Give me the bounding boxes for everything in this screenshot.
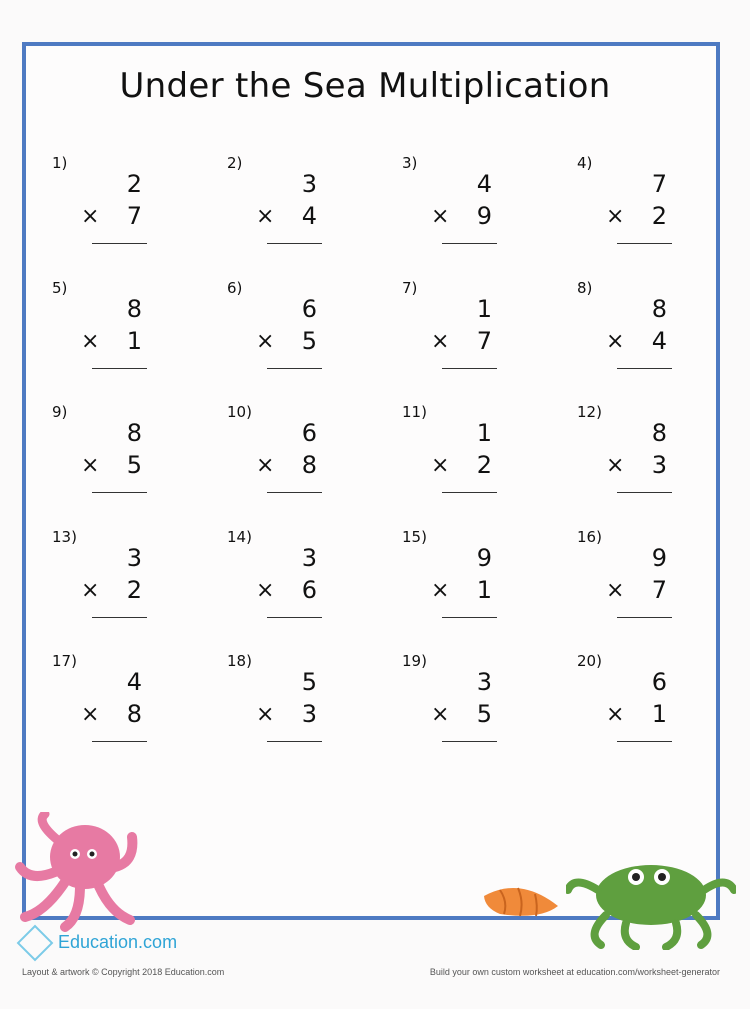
times-operator: × (606, 329, 625, 354)
answer-line (442, 617, 497, 618)
times-operator: × (606, 702, 625, 727)
problem-number: 14) (227, 528, 252, 546)
times-operator: × (81, 204, 100, 229)
problem-number: 4) (577, 154, 593, 172)
problem-number: 8) (577, 279, 593, 297)
copyright-text: Layout & artwork © Copyright 2018 Education.com (22, 967, 225, 977)
answer-line (617, 368, 672, 369)
answer-line (267, 492, 322, 493)
problem-number: 6) (227, 279, 243, 297)
problem-item (577, 150, 687, 260)
problem-item (402, 524, 512, 634)
answer-line (442, 243, 497, 244)
times-operator: × (81, 329, 100, 354)
times-operator: × (431, 702, 450, 727)
times-operator: × (256, 329, 275, 354)
times-operator: × (431, 204, 450, 229)
problem-item (402, 275, 512, 385)
answer-line (267, 617, 322, 618)
times-operator: × (606, 453, 625, 478)
problem-number: 13) (52, 528, 77, 546)
problem-number: 11) (402, 403, 427, 421)
multiplicand: 8 (126, 419, 142, 447)
education-logo (22, 930, 177, 956)
times-operator: × (81, 702, 100, 727)
multiplier: 7 (476, 327, 492, 355)
multiplier: 6 (301, 576, 317, 604)
problem-number: 3) (402, 154, 418, 172)
problem-item (402, 399, 512, 509)
crab-icon (566, 845, 736, 950)
logo-mark-icon (17, 925, 54, 962)
multiplier: 1 (651, 700, 667, 728)
answer-line (92, 368, 147, 369)
problem-item (52, 275, 162, 385)
times-operator: × (256, 578, 275, 603)
multiplicand: 2 (126, 170, 142, 198)
problem-number: 12) (577, 403, 602, 421)
multiplier: 2 (651, 202, 667, 230)
answer-line (617, 243, 672, 244)
answer-line (267, 368, 322, 369)
multiplicand: 4 (476, 170, 492, 198)
multiplier: 1 (476, 576, 492, 604)
times-operator: × (431, 578, 450, 603)
times-operator: × (606, 578, 625, 603)
answer-line (617, 492, 672, 493)
answer-line (267, 741, 322, 742)
answer-line (92, 617, 147, 618)
problem-item (402, 150, 512, 260)
brand-name: Education.com (58, 931, 178, 952)
multiplicand: 9 (651, 544, 667, 572)
times-operator: × (431, 453, 450, 478)
multiplicand: 6 (651, 668, 667, 696)
multiplicand: 6 (301, 295, 317, 323)
answer-line (92, 741, 147, 742)
problem-item (52, 524, 162, 634)
octopus-icon (10, 812, 140, 932)
problem-number: 9) (52, 403, 68, 421)
multiplier: 3 (651, 451, 667, 479)
multiplicand: 3 (126, 544, 142, 572)
problem-item (52, 150, 162, 260)
problem-number: 7) (402, 279, 418, 297)
multiplier: 7 (126, 202, 142, 230)
problem-number: 2) (227, 154, 243, 172)
seashell-icon (480, 876, 562, 920)
multiplicand: 8 (651, 295, 667, 323)
problem-number: 20) (577, 652, 602, 670)
answer-line (442, 368, 497, 369)
problem-item (402, 648, 512, 758)
multiplier: 8 (301, 451, 317, 479)
multiplicand: 8 (651, 419, 667, 447)
times-operator: × (431, 329, 450, 354)
problem-item (227, 648, 337, 758)
problem-number: 5) (52, 279, 68, 297)
multiplicand: 4 (126, 668, 142, 696)
problem-item (52, 648, 162, 758)
multiplicand: 9 (476, 544, 492, 572)
problem-number: 18) (227, 652, 252, 670)
multiplier: 5 (126, 451, 142, 479)
problem-item (577, 399, 687, 509)
problem-item (52, 399, 162, 509)
problem-item (577, 275, 687, 385)
answer-line (92, 243, 147, 244)
multiplicand: 1 (476, 295, 492, 323)
problem-number: 17) (52, 652, 77, 670)
times-operator: × (256, 204, 275, 229)
answer-line (617, 617, 672, 618)
problem-item (577, 524, 687, 634)
problem-item (577, 648, 687, 758)
problem-item (227, 150, 337, 260)
times-operator: × (256, 453, 275, 478)
answer-line (442, 741, 497, 742)
problem-item (227, 275, 337, 385)
multiplicand: 3 (301, 170, 317, 198)
multiplicand: 6 (301, 419, 317, 447)
multiplicand: 3 (476, 668, 492, 696)
answer-line (92, 492, 147, 493)
multiplicand: 3 (301, 544, 317, 572)
answer-line (442, 492, 497, 493)
page-title: Under the Sea Multiplication (119, 66, 611, 106)
multiplier: 7 (651, 576, 667, 604)
multiplicand: 8 (126, 295, 142, 323)
times-operator: × (256, 702, 275, 727)
times-operator: × (81, 578, 100, 603)
multiplier: 1 (126, 327, 142, 355)
problem-number: 15) (402, 528, 427, 546)
problem-number: 10) (227, 403, 252, 421)
multiplicand: 5 (301, 668, 317, 696)
times-operator: × (606, 204, 625, 229)
problem-item (227, 399, 337, 509)
multiplicand: 1 (476, 419, 492, 447)
problem-number: 19) (402, 652, 427, 670)
multiplier: 2 (476, 451, 492, 479)
multiplier: 9 (476, 202, 492, 230)
multiplier: 4 (301, 202, 317, 230)
multiplicand: 7 (651, 170, 667, 198)
multiplier: 5 (476, 700, 492, 728)
times-operator: × (81, 453, 100, 478)
multiplier: 3 (301, 700, 317, 728)
multiplier: 4 (651, 327, 667, 355)
promo-text: Build your own custom worksheet at education.com/worksheet-generator (429, 967, 720, 977)
multiplier: 8 (126, 700, 142, 728)
answer-line (617, 741, 672, 742)
multiplier: 2 (126, 576, 142, 604)
problem-number: 16) (577, 528, 602, 546)
answer-line (267, 243, 322, 244)
problem-item (227, 524, 337, 634)
multiplier: 5 (301, 327, 317, 355)
problem-number: 1) (52, 154, 68, 172)
